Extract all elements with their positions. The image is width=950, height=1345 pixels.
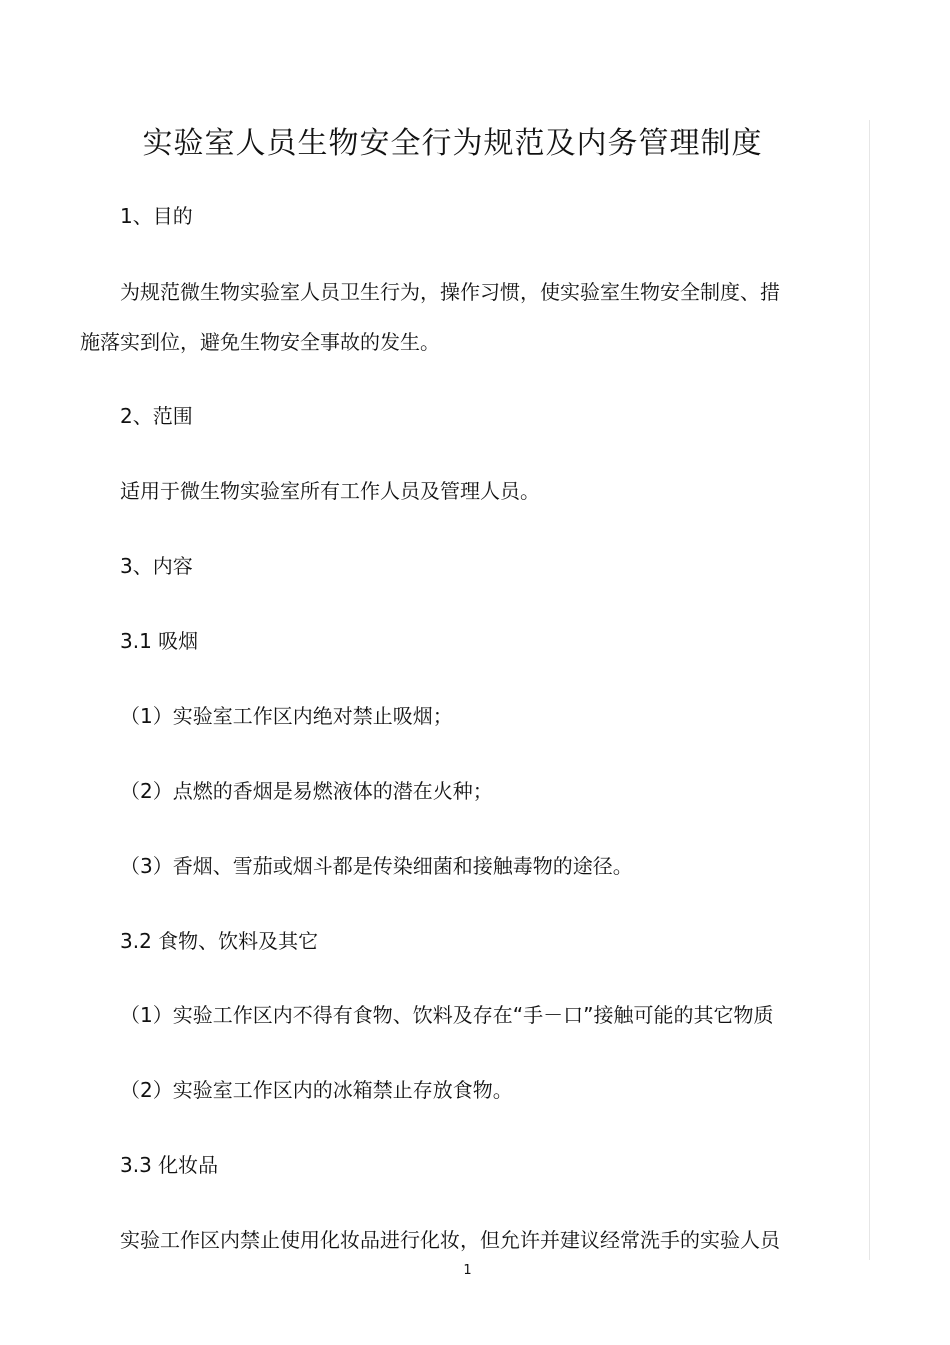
margin-rule bbox=[869, 120, 870, 1260]
list-item: （2）点燃的香烟是易燃液体的潜在火种； bbox=[120, 779, 493, 803]
section-heading-scope: 2、范围 bbox=[120, 404, 193, 428]
list-item: （3）香烟、雪茄或烟斗都是传染细菌和接触毒物的途径。 bbox=[120, 854, 633, 878]
section-heading-content: 3、内容 bbox=[120, 554, 193, 578]
list-item: （2）实验室工作区内的冰箱禁止存放食物。 bbox=[120, 1078, 513, 1102]
list-item: （1）实验室工作区内绝对禁止吸烟； bbox=[120, 704, 453, 728]
paragraph-line: 适用于微生物实验室所有工作人员及管理人员。 bbox=[120, 479, 540, 503]
section-heading-purpose: 1、目的 bbox=[120, 204, 193, 228]
subsection-heading-food: 3.2 食物、饮料及其它 bbox=[120, 929, 319, 953]
paragraph-line: 实验工作区内禁止使用化妆品进行化妆，但允许并建议经常洗手的实验人员 bbox=[120, 1228, 780, 1252]
subsection-heading-smoking: 3.1 吸烟 bbox=[120, 629, 199, 653]
paragraph-line: 施落实到位，避免生物安全事故的发生。 bbox=[80, 330, 440, 354]
list-item: （1）实验工作区内不得有食物、饮料及存在“手－口”接触可能的其它物质 bbox=[120, 1003, 774, 1027]
subsection-heading-cosmetics: 3.3 化妆品 bbox=[120, 1153, 219, 1177]
page-number: 1 bbox=[463, 1263, 472, 1278]
document-title: 实验室人员生物安全行为规范及内务管理制度 bbox=[142, 126, 763, 161]
paragraph-line: 为规范微生物实验室人员卫生行为，操作习惯，使实验室生物安全制度、措 bbox=[120, 280, 780, 304]
